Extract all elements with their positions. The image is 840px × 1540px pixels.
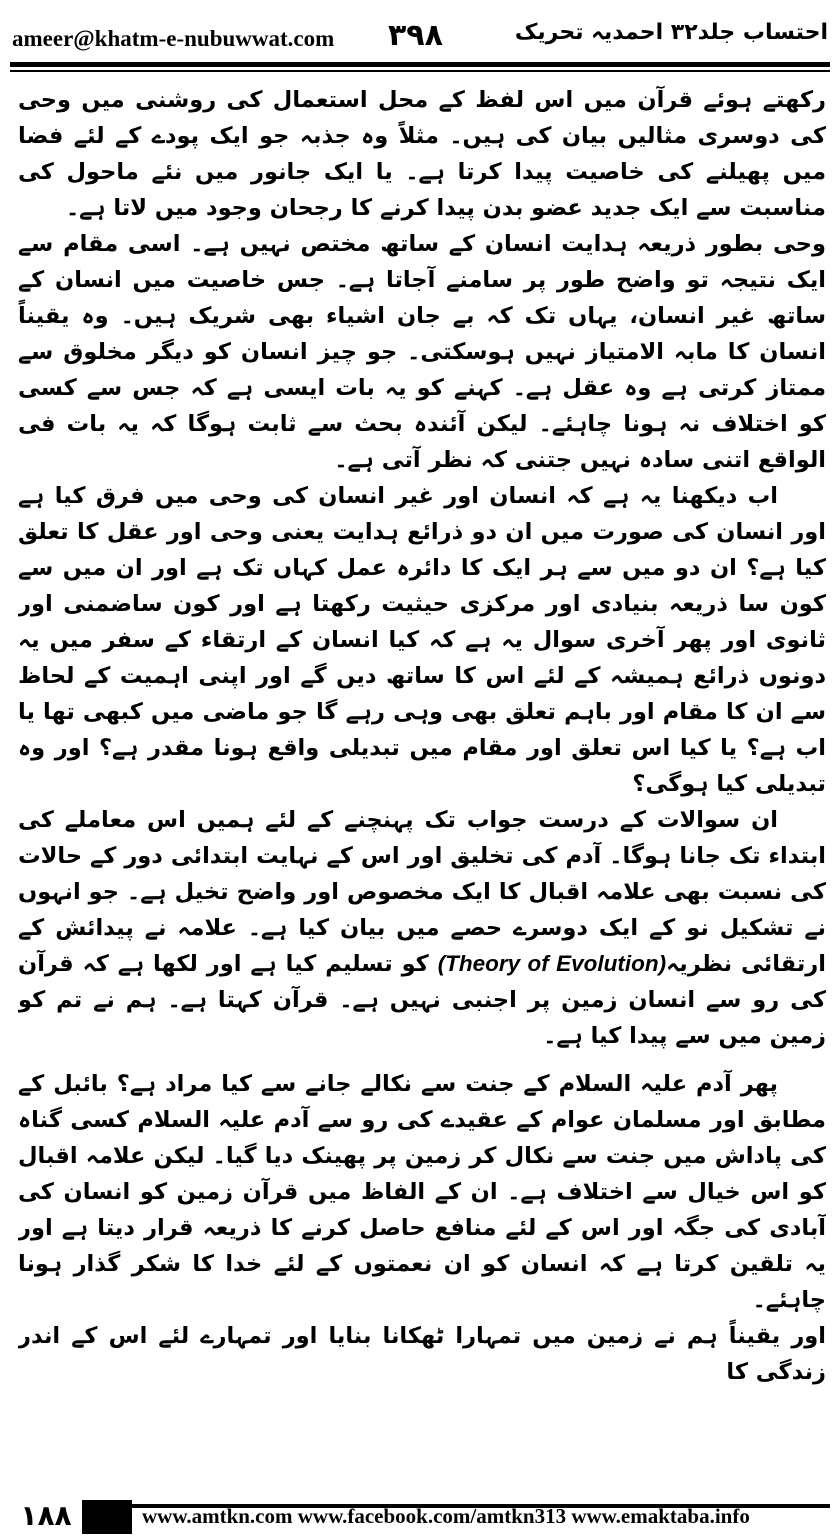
footer-page-number: ۱۸۸ [10, 1496, 82, 1534]
header-page-number: ۳۹۸ [388, 18, 443, 53]
paragraph-2: وحی بطور ذریعہ ہدایت انسان کے ساتھ مختص نہیں ہے۔ اسی مقام سے ایک نتیجہ تو واضح طور پر سامنے آجاتا ہے۔ جس خاصیت میں انسان کے ساتھ غیر انسان، یہاں تک کہ بے جان اشیاء بھی شریک ہیں۔ وہ یقیناً انسان کا مابہ الامتیاز نہیں ہوسکتی۔ جو چیز انسان کو دیگر مخلوق سے ممتاز کرتی ہے وہ عقل ہے۔ کہنے کو یہ بات ایسی ہے کہ جس سے کسی کو اختلاف نہ ہونا چاہئے۔ لیکن آئندہ بحث سے ثابت ہوگا کہ یہ بات فی الواقع اتنی سادہ نہیں جتنی کہ نظر آتی ہے۔ [18, 231, 826, 473]
paragraph-5: پھر آدم علیہ السلام کے جنت سے نکالے جانے سے کیا مراد ہے؟ بائبل کے مطابق اور مسلمان عوام کے عقیدے کی رو سے آدم علیہ السلام کسی گناہ کی پاداش میں جنت سے نکال کر زمین پر پھینک دیا گیا۔ لیکن علامہ اقبال کو اس خیال سے اختلاف ہے۔ ان کے الفاظ میں قرآن زمین کو انسان کی آبادی کی جگہ اور اس کے لئے منافع حاصل کرنے کا ذریعہ قرار دیتا ہے اور یہ تلقین کرتا ہے کہ انسان کو ان نعمتوں کے لئے خدا کا شکر گذار ہونا چاہئے۔ [18, 1071, 826, 1313]
header-rule-thick [10, 62, 830, 67]
body-text [18, 82, 826, 1492]
header-rule-thin [10, 70, 830, 72]
paragraph-4-text: ان سوالات کے درست جواب تک پہنچنے کے لئے ہمیں اس معاملے کی ابتداء تک جانا ہوگا۔ آدم کی تخلیق اور اس کے نہایت ابتدائی دور کے حالات کی نسبت بھی علامہ اقبال کا ایک مخصوص اور واضح تخیل ہے۔ جو انہوں نے تشکیل نو کے ایک دوسرے حصے میں بیان کیا ہے۔ علامہ نے پیدائش کے ارتقائی نظریہ [18, 807, 826, 977]
header-email: ameer@khatm-e-nubuwwat.com [12, 26, 335, 51]
footer-links: www.amtkn.com www.facebook.com/amtkn313 www.emaktaba.info [142, 1504, 750, 1528]
paragraph-6: اور یقیناً ہم نے زمین میں تمہارا ٹھکانا بنایا اور تمہارے لئے اس کے اندر زندگی کا [18, 1323, 826, 1385]
page-header [10, 14, 830, 62]
paragraph-4-tail: کو تسلیم کیا ہے اور لکھا ہے کہ قرآن کی رو سے انسان زمین پر اجنبی نہیں ہے۔ قرآن کہتا ہے۔ ہم نے تم کو زمین میں سے پیدا کیا ہے۔ [18, 951, 826, 1049]
paragraph-3: اب دیکھنا یہ ہے کہ انسان اور غیر انسان کی وحی میں فرق کیا ہے اور انسان کی صورت میں ان دو ذرائع ہدایت یعنی وحی اور عقل کا تعلق کیا ہے؟ ان دو میں سے ہر ایک کا دائرہ عمل کہاں تک ہے اور ان میں سے کون سا ذریعہ بنیادی اور مرکزی حیثیت رکھتا ہے اور کون ساضمنی اور ثانوی اور پھر آخری سوال یہ ہے کہ کیا انسان کے ارتقاء کے سفر میں یہ دونوں ذرائع ہمیشہ کے لئے اس کا ساتھ دیں گے اور اپنی اہمیت کے لحاظ سے ان کا مقام اور باہم تعلق بھی وہی رہے گا جو ماضی میں کبھی تھا یا اب ہے؟ یا کیا اس تعلق اور مقام میں تبدیلی واقع ہونا مقدر ہے؟ اور وہ تبدیلی کیا ہوگی؟ [18, 483, 826, 797]
english-term: (Theory of Evolution) [437, 951, 667, 976]
paragraph-4 [18, 802, 826, 1054]
paragraph-1: رکھتے ہوئے قرآن میں اس لفظ کے محل استعمال کی روشنی میں وحی کی دوسری مثالیں بیان کی ہیں۔ مثلاً وہ جذبہ جو ایک پودے کے لئے فضا میں پھیلنے کی خاصیت پیدا کرتا ہے۔ یا ایک جانور میں نئے ماحول کی مناسبت سے ایک جدید عضو بدن پیدا کرنے کا رجحان وجود میں لاتا ہے۔ [18, 87, 826, 221]
page-footer [10, 1500, 830, 1536]
header-book-title: احتساب جلد۳۲ احمدیہ تحریک [514, 20, 828, 45]
